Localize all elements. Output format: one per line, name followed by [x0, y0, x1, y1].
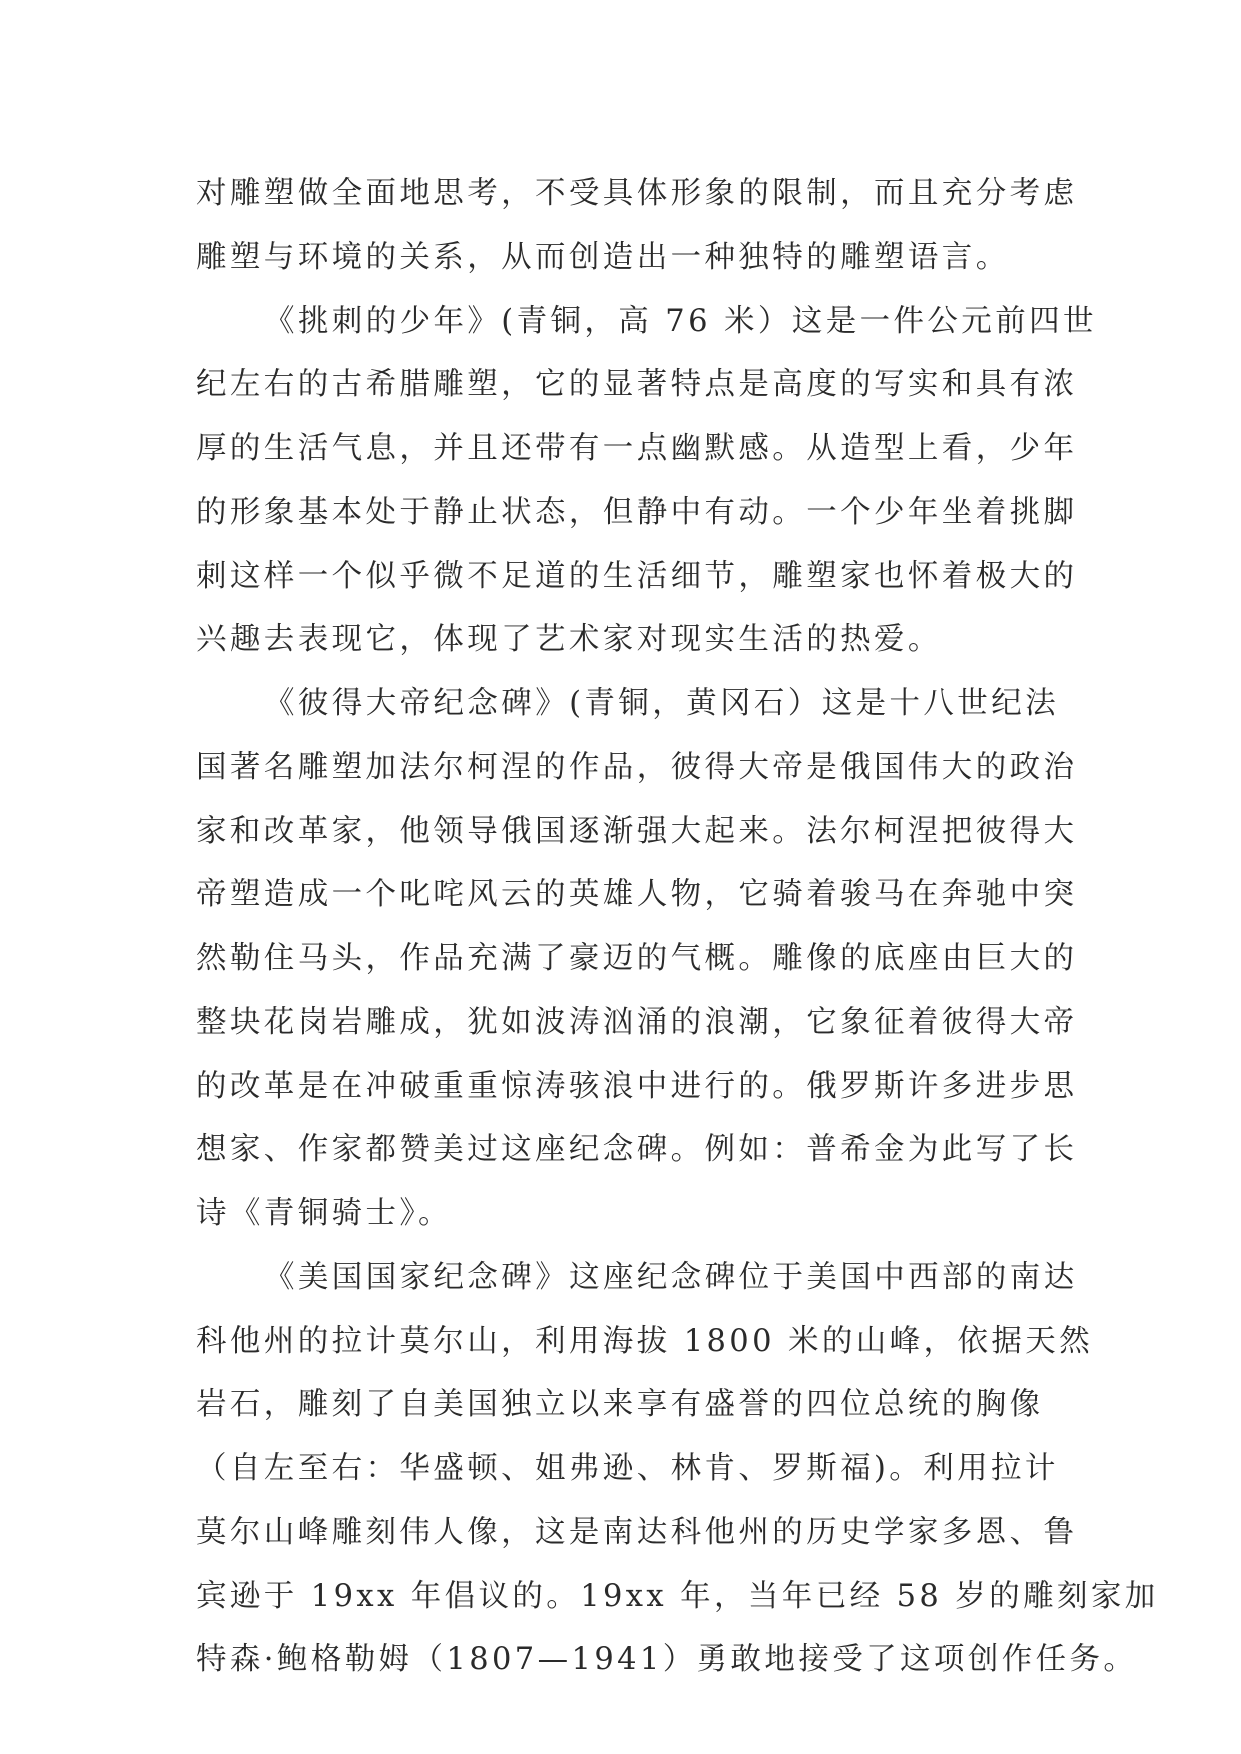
text-line: 岩石，雕刻了自美国独立以来享有盛誉的四位总统的胸像	[196, 1387, 1044, 1423]
text-line: 刺这样一个似乎微不足道的生活细节，雕塑家也怀着极大的	[196, 558, 1078, 594]
text-line: 《彼得大帝纪念碑》(青铜，黄冈石）这是十八世纪法	[264, 686, 1059, 721]
text-line: 的改革是在冲破重重惊涛骇浪中进行的。俄罗斯许多进步思	[196, 1068, 1078, 1104]
text-line: 科他州的拉计莫尔山，利用海拔 1800 米的山峰，依据天然	[196, 1323, 1094, 1359]
text-line: 对雕塑做全面地思考，不受具体形象的限制，而且充分考虑	[196, 176, 1078, 211]
text-line: 雕塑与环境的关系，从而创造出一种独特的雕塑语言。	[196, 239, 1010, 275]
text-line: 诗《青铜骑士》。	[196, 1196, 452, 1231]
text-line: 宾逊于 19xx 年倡议的。19xx 年，当年已经 58 岁的雕刻家加	[196, 1578, 1159, 1614]
text-line: 整块花岗岩雕成，犹如波涛汹涌的浪潮，它象征着彼得大帝	[196, 1004, 1078, 1040]
text-line: 厚的生活气息，并且还带有一点幽默感。从造型上看，少年	[196, 431, 1078, 466]
text-line: 莫尔山峰雕刻伟人像，这是南达科他州的历史学家多恩、鲁	[196, 1514, 1078, 1550]
paragraph	[196, 290, 1097, 673]
text-line: （自左至右：华盛顿、姐弗逊、林肯、罗斯福)。利用拉计	[196, 1451, 1059, 1486]
text-line: 纪左右的古希腊雕塑，它的显著特点是高度的写实和具有浓	[196, 367, 1078, 403]
text-line: 国著名雕塑加法尔柯涅的作品，彼得大帝是俄国伟大的政治	[196, 749, 1078, 785]
text-line: 兴趣去表现它，体现了艺术家对现实生活的热爱。	[196, 622, 942, 658]
paragraph	[196, 672, 1078, 1246]
text-line: 的形象基本处于静止状态，但静中有动。一个少年坐着挑脚	[196, 494, 1078, 530]
text-line: 《挑刺的少年》(青铜，高 76 米）这是一件公元前四世	[264, 303, 1097, 339]
text-line: 想家、作家都赞美过这座纪念碑。例如：普希金为此写了长	[196, 1132, 1078, 1168]
text-line: 《美国国家纪念碑》这座纪念碑位于美国中西部的南达	[264, 1259, 1078, 1295]
paragraph	[196, 1246, 1159, 1692]
text-line: 特森·鲍格勒姆（1807—1941）勇敢地接受了这项创作任务。	[196, 1642, 1138, 1678]
text-line: 帝塑造成一个叱咤风云的英雄人物，它骑着骏马在奔驰中突	[196, 877, 1078, 913]
text-line: 家和改革家，他领导俄国逐渐强大起来。法尔柯涅把彼得大	[196, 813, 1078, 849]
body-text	[196, 162, 1159, 1692]
paragraph	[196, 162, 1078, 290]
text-line: 然勒住马头，作品充满了豪迈的气概。雕像的底座由巨大的	[196, 941, 1078, 976]
